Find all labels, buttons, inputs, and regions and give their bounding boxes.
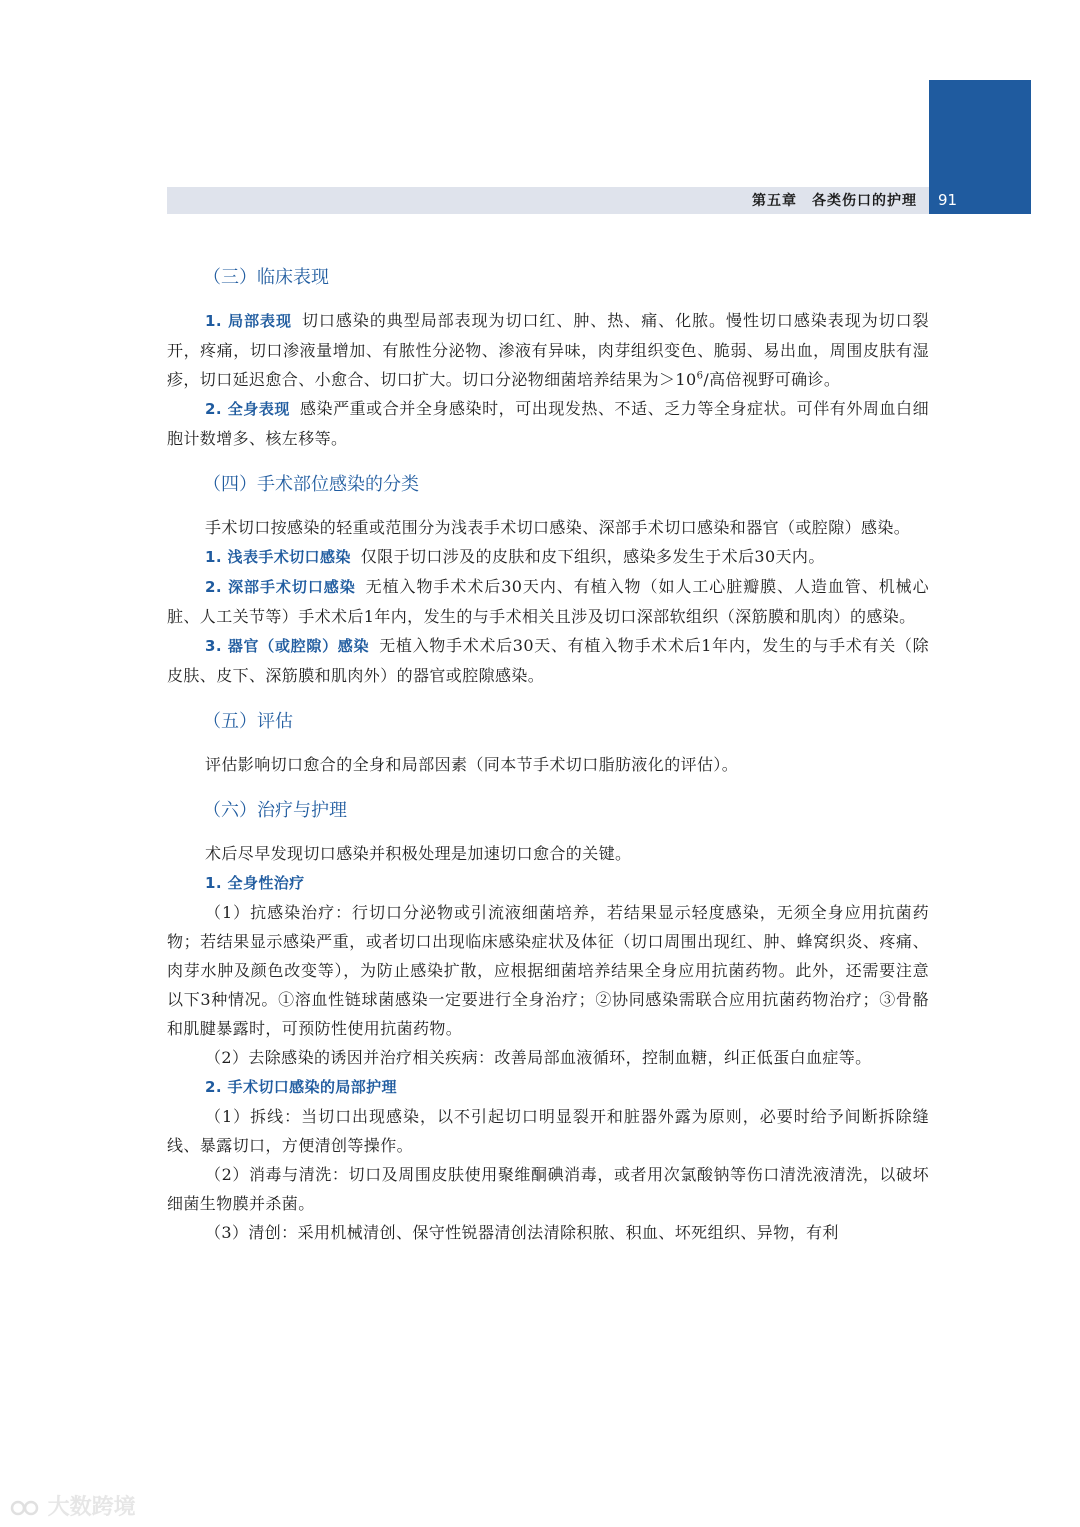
section-heading-treatment: （六）治疗与护理 (203, 800, 347, 821)
subheading-local-care: 2. 手术切口感染的局部护理 (205, 1078, 397, 1096)
paragraph-assessment: 评估影响切口愈合的全身和局部因素（同本节手术切口脂肪液化的评估）。 (205, 755, 739, 774)
chapter-title: 第五章 各类伤口的护理 (752, 193, 917, 209)
paragraph-suture-removal: （1）拆线：当切口出现感染，以不引起切口明显裂开和脏器外露为原则，必要时给予间断拆除缝线、暴露切口，方便清创等操作。 (167, 1107, 929, 1155)
paragraph-antiinfection: （1）抗感染治疗：行切口分泌物或引流液细菌培养，若结果显示轻度感染，无须全身应用抗菌药物；若结果显示感染严重，或者切口出现临床感染症状及体征（切口周围出现红、肿、蜂窝织炎、疼痛、肉芽水肿及颜色改变等），为防止感染扩散，应根据细菌培养结果全身应用抗菌药物。此外，还需要注意以下3种情况。①溶血性链球菌感染一定要进行全身治疗；②协同感染需联合应用抗菌药物治疗；③骨骼和肌腱暴露时，可预防性使用抗菌药物。 (167, 903, 929, 1038)
lead-systemic-signs: 2. 全身表现 (205, 400, 290, 418)
paragraph-deep: 2. 深部手术切口感染 无植入物手术术后30天内、有植入物（如人工心脏瓣膜、人造血管、机械心脏、人工关节等）手术术后1年内，发生的与手术相关且涉及切口深部软组织（深筋膜和肌肉）的感染。 (167, 577, 929, 626)
section-heading-clinical: （三）临床表现 (203, 267, 329, 288)
section-heading-assessment: （五）评估 (203, 711, 293, 732)
paragraph-organ-space: 3. 器官（或腔隙）感染 无植入物手术术后30天、有植入物手术术后1年内，发生的与手术有关（除皮肤、皮下、深筋膜和肌肉外）的器官或腔隙感染。 (167, 636, 929, 685)
paragraph-systemic-signs: 2. 全身表现 感染严重或合并全身感染时，可出现发热、不适、乏力等全身症状。可伴有外周血白细胞计数增多、核左移等。 (167, 399, 929, 448)
section-heading-classification: （四）手术部位感染的分类 (203, 474, 419, 495)
page-body (167, 258, 929, 1247)
paragraph-local-signs: 1. 局部表现 切口感染的典型局部表现为切口红、肿、热、痛、化脓。慢性切口感染表现为切口裂开，疼痛，切口渗液量增加、有脓性分泌物、渗液有异味，肉芽组织变色、脆弱、易出血，周围皮肤有湿疹，切口延迟愈合、小愈合、切口扩大。切口分泌物细菌培养结果为$>10^6/$高倍视野可确诊。 (167, 311, 929, 389)
watermark: 大数跨境 (10, 1490, 136, 1521)
watermark-logo-icon (10, 1498, 40, 1518)
lead-local-signs: 1. 局部表现 (205, 312, 292, 330)
running-header (167, 187, 929, 214)
paragraph-treatment-intro: 术后尽早发现切口感染并积极处理是加速切口愈合的关键。 (205, 844, 632, 863)
page-number: 91 (938, 191, 958, 209)
paragraph-classification-intro: 手术切口按感染的轻重或范围分为浅表手术切口感染、深部手术切口感染和器官（或腔隙）感染。 (205, 518, 911, 537)
subheading-systemic-treatment: 1. 全身性治疗 (205, 874, 305, 892)
paragraph-debridement: （3）清创：采用机械清创、保守性锐器清创法清除积脓、积血、坏死组织、异物，有利 (205, 1223, 839, 1242)
paragraph-remove-causes: （2）去除感染的诱因并治疗相关疾病：改善局部血液循环，控制血糖，纠正低蛋白血症等。 (205, 1048, 872, 1067)
paragraph-disinfection: （2）消毒与清洗：切口及周围皮肤使用聚维酮碘消毒，或者用次氯酸钠等伤口清洗液清洗，以破坏细菌生物膜并杀菌。 (167, 1165, 929, 1213)
paragraph-superficial: 1. 浅表手术切口感染 仅限于切口涉及的皮肤和皮下组织，感染多发生于术后30天内。 (205, 547, 825, 566)
